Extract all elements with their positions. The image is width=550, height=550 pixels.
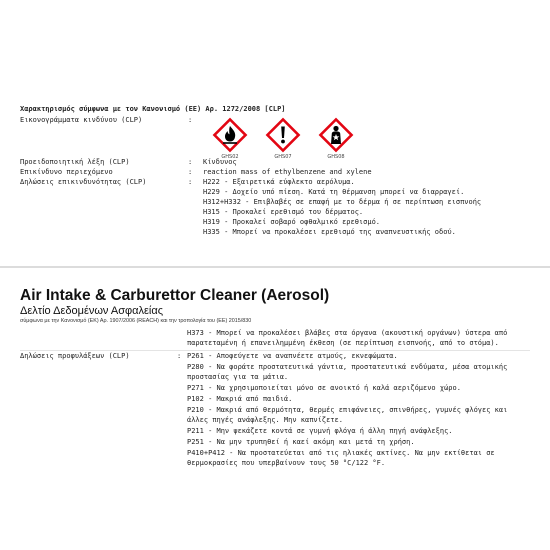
document-subtitle: Δελτίο Δεδομένων Ασφαλείας (20, 305, 164, 317)
precautionary-statement: P280 - Να φοράτε προστατευτικά γάντια, προστατευτικά ενδύματα, μέσα ατομικής (187, 363, 508, 371)
ghs02-pictogram (212, 117, 248, 161)
hazard-statement: H335 - Μπορεί να προκαλέσει ερεθισμό της αναπνευστικής οδού. (203, 228, 456, 236)
precautionary-statement: P251 - Να μην τρυπηθεί ή καεί ακόμη και μετά τη χρήση. (187, 438, 415, 446)
signal-word-label: Προειδοποιητική λέξη (CLP) (20, 158, 130, 166)
product-title: Air Intake & Carburettor Cleaner (Aerosol) (20, 287, 330, 304)
precautionary-statement: P410+P412 - Να προστατεύεται από τις ηλιακές ακτίνες. Να μην εκτίθεται σε (187, 449, 495, 457)
colon: : (177, 352, 182, 360)
hazard-statement: H229 - Δοχείο υπό πίεση. Κατά τη θέρμανση μπορεί να διαρραγεί. (203, 188, 465, 196)
precautionary-statement: P210 - Μακριά από θερμότητα, θερμές επιφάνειες, σπινθήρες, γυμνές φλόγες και (187, 406, 508, 414)
precautionary-statement: θερμοκρασίες που υπερβαίνουν τους 50 °C/122 °F. (187, 459, 386, 467)
hazard-statement: H315 - Προκαλεί ερεθισμό του δέρματος. (203, 208, 364, 216)
ingredients-label: Επικίνδυνο περιεχόμενο (20, 168, 113, 176)
regulation-note: σύμφωνα με την Κανονισμό (ΕΚ) Αρ. 1907/2006 (REACH) και την τροπολογία του (ΕΕ) 2015/830 (20, 318, 252, 324)
precautionary-statement: άλλες πηγές ανάφλεξης. Μην καπνίζετε. (187, 416, 343, 424)
hazard-statement: H319 - Προκαλεί σοβαρό οφθαλμικό ερεθισμό. (203, 218, 381, 226)
colon: : (188, 168, 193, 176)
colon: : (188, 116, 193, 124)
ghs08-pictogram (318, 117, 354, 161)
classification-heading: Χαρακτηρισμός σύμφωνα με τον Κανονισμό (ΕΕ) Αρ. 1272/2008 [CLP] (20, 105, 286, 113)
section-divider (0, 266, 550, 268)
hazard-statement: H222 - Εξαιρετικά εύφλεκτο αερόλυμα. (203, 178, 355, 186)
ghs07-pictogram (265, 117, 301, 161)
hazard-statements-label: Δηλώσεις επικινδυνότητας (CLP) (20, 178, 147, 186)
exclamation-mark-icon (265, 117, 301, 153)
hazard-statement: H312+H332 - Επιβλαβές σε επαφή με το δέρμα ή σε περίπτωση εισπνοής (203, 198, 482, 206)
precautionary-statement: P102 - Μακριά από παιδιά. (187, 395, 293, 403)
precautionary-statements-label: Δηλώσεις προφυλάξεων (CLP) (20, 352, 130, 360)
ghs-code: GHS08 (327, 154, 345, 160)
ghs-code: GHS02 (221, 154, 239, 160)
colon: : (188, 178, 193, 186)
signal-word-value: Κίνδυνος (203, 158, 237, 166)
hazard-statement-h373: παρατεταμένη ή επανειλημμένη έκθεση (σε περίπτωση εισπνοής, από το στόμα). (187, 339, 499, 347)
hazard-statement-h373: H373 - Μπορεί να προκαλέσει βλάβες στα όργανα (ακουστική οργάνων) ύστερα από (187, 329, 508, 337)
colon: : (188, 158, 193, 166)
precautionary-statement: P261 - Αποφεύγετε να αναπνέετε ατμούς, εκνεφώματα. (187, 352, 398, 360)
flame-icon (212, 117, 248, 153)
precautionary-statement: P211 - Μην ψεκάζετε κοντά σε γυμνή φλόγα ή άλλη πηγή ανάφλεξης. (187, 427, 453, 435)
ingredients-value: reaction mass of ethylbenzene and xylene (203, 168, 372, 176)
precautionary-statement: προστασίας για τα μάτια. (187, 373, 289, 381)
pictograms-label: Εικονογράμματα κινδύνου (CLP) (20, 116, 143, 124)
ghs-code: GHS07 (274, 154, 292, 160)
health-hazard-icon (318, 117, 354, 153)
precautionary-statement: P271 - Να χρησιμοποιείται μόνο σε ανοικτό ή καλά αεριζόμενο χώρο. (187, 384, 461, 392)
